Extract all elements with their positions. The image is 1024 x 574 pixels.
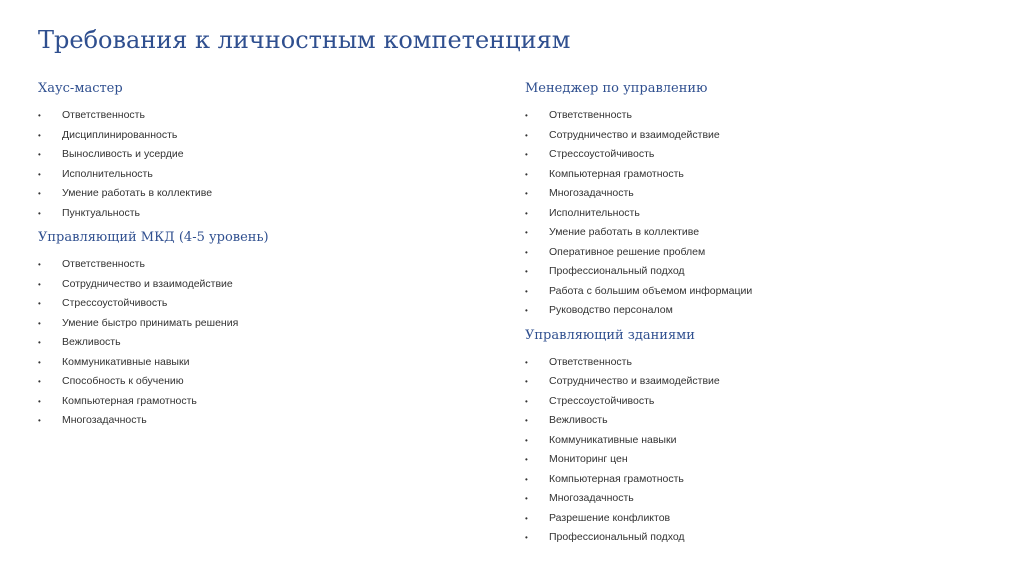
competency-list	[525, 106, 965, 321]
bullet-icon: •	[525, 247, 528, 257]
list-item-label: Профессиональный подход	[549, 531, 685, 543]
list-item	[525, 243, 965, 263]
list-item-label: Ответственность	[62, 109, 145, 121]
list-item-label: Многозадачность	[549, 492, 634, 504]
bullet-icon: •	[525, 130, 528, 140]
list-item	[38, 145, 478, 165]
list-item	[525, 489, 965, 509]
list-item-label: Умение работать в коллективе	[62, 187, 213, 199]
list-item-label: Сотрудничество и взаимодействие	[549, 375, 720, 387]
bullet-icon: •	[525, 513, 528, 523]
bullet-icon: •	[525, 494, 528, 503]
list-item	[525, 165, 965, 185]
list-item	[38, 165, 478, 185]
list-item	[38, 184, 478, 204]
bullet-icon: •	[525, 455, 528, 464]
bullet-icon: •	[525, 416, 528, 425]
list-item-label: Сотрудничество и взаимодействие	[549, 128, 720, 141]
list-item-label: Оперативное решение проблем	[549, 245, 706, 258]
competency-list	[525, 353, 965, 548]
bullet-icon: •	[38, 279, 41, 289]
bullet-icon: •	[38, 208, 41, 218]
section-heading: Менеджер по управлению	[525, 81, 708, 96]
list-item	[38, 411, 478, 431]
left-column	[38, 80, 478, 437]
list-item	[525, 223, 965, 243]
list-item-label: Исполнительность	[549, 206, 640, 219]
list-item-label: Ответственность	[549, 355, 632, 368]
list-item-label: Коммуникативные навыки	[549, 433, 677, 446]
list-item-label: Руководство персоналом	[549, 304, 673, 316]
right-column	[525, 80, 965, 554]
list-item	[525, 431, 965, 451]
competency-section	[38, 80, 478, 223]
bullet-icon: •	[38, 357, 41, 367]
list-item-label: Профессиональный подход	[549, 265, 685, 277]
list-item-label: Вежливость	[549, 414, 608, 426]
list-item	[38, 333, 478, 353]
list-item-label: Исполнительность	[62, 167, 153, 180]
list-item-label: Умение быстро принимать решения	[62, 316, 239, 329]
list-item	[38, 294, 478, 314]
bullet-icon: •	[525, 189, 528, 198]
bullet-icon: •	[525, 396, 528, 406]
list-item	[525, 411, 965, 431]
list-item	[525, 184, 965, 204]
list-item	[38, 204, 478, 224]
list-item-label: Компьютерная грамотность	[549, 472, 684, 485]
bullet-icon: •	[525, 377, 528, 386]
bullet-icon: •	[38, 130, 41, 140]
bullet-icon: •	[525, 267, 528, 276]
list-item-label: Мониторинг цен	[549, 453, 628, 465]
bullet-icon: •	[38, 111, 41, 120]
list-item	[38, 255, 478, 275]
list-item	[525, 372, 965, 392]
list-item-label: Дисциплинированность	[62, 128, 178, 141]
list-item	[38, 275, 478, 295]
competency-section	[525, 327, 965, 548]
list-item-label: Выносливость и усердие	[62, 148, 184, 160]
competency-list	[38, 255, 478, 431]
list-item	[38, 372, 478, 392]
competency-list	[38, 106, 478, 223]
list-item	[525, 106, 965, 126]
list-item-label: Стрессоустойчивость	[549, 394, 655, 407]
list-item-label: Работа с большим объемом информации	[549, 284, 753, 297]
list-item	[525, 528, 965, 548]
list-item-label: Сотрудничество и взаимодействие	[62, 277, 233, 290]
bullet-icon: •	[525, 306, 528, 315]
section-heading: Хаус-мастер	[38, 81, 123, 96]
list-item-label: Стрессоустойчивость	[62, 297, 168, 309]
list-item	[525, 392, 965, 412]
bullet-icon: •	[38, 377, 41, 386]
list-item-label: Ответственность	[549, 109, 632, 121]
list-item-label: Многозадачность	[549, 187, 634, 199]
list-item	[38, 314, 478, 334]
bullet-icon: •	[38, 189, 41, 198]
bullet-icon: •	[525, 228, 528, 237]
list-item	[525, 450, 965, 470]
bullet-icon: •	[38, 150, 41, 159]
bullet-icon: •	[38, 396, 41, 406]
list-item	[38, 392, 478, 412]
list-item	[525, 262, 965, 282]
list-item-label: Коммуникативные навыки	[62, 355, 190, 368]
section-heading: Управляющий МКД (4-5 уровень)	[38, 230, 269, 245]
list-item-label: Разрешение конфликтов	[549, 511, 671, 524]
bullet-icon: •	[38, 416, 41, 425]
bullet-icon: •	[525, 474, 528, 484]
bullet-icon: •	[525, 169, 528, 179]
list-item-label: Многозадачность	[62, 414, 147, 426]
list-item	[38, 106, 478, 126]
list-item-label: Компьютерная грамотность	[549, 167, 684, 180]
bullet-icon: •	[525, 533, 528, 542]
bullet-icon: •	[525, 150, 528, 159]
bullet-icon: •	[525, 435, 528, 445]
list-item-label: Вежливость	[62, 336, 121, 348]
list-item	[525, 126, 965, 146]
bullet-icon: •	[525, 208, 528, 218]
bullet-icon: •	[38, 169, 41, 179]
list-item	[525, 301, 965, 321]
list-item-label: Компьютерная грамотность	[62, 394, 197, 407]
list-item-label: Пунктуальность	[62, 206, 140, 219]
competency-section	[525, 80, 965, 321]
bullet-icon: •	[38, 299, 41, 308]
bullet-icon: •	[525, 111, 528, 120]
bullet-icon: •	[38, 338, 41, 347]
list-item-label: Умение работать в коллективе	[549, 226, 700, 238]
section-heading: Управляющий зданиями	[525, 327, 695, 343]
bullet-icon: •	[525, 357, 528, 367]
page-title: Требования к личностным компетенциям	[38, 26, 571, 54]
list-item-label: Стрессоустойчивость	[549, 148, 655, 160]
list-item	[525, 470, 965, 490]
list-item	[525, 353, 965, 373]
list-item	[525, 145, 965, 165]
list-item	[525, 204, 965, 224]
list-item	[525, 509, 965, 529]
list-item-label: Способность к обучению	[62, 375, 184, 387]
list-item-label: Ответственность	[62, 258, 145, 270]
competency-section	[38, 229, 478, 431]
list-item	[38, 353, 478, 373]
list-item	[525, 282, 965, 302]
bullet-icon: •	[38, 260, 41, 269]
list-item	[38, 126, 478, 146]
bullet-icon: •	[38, 318, 41, 328]
bullet-icon: •	[525, 286, 528, 296]
